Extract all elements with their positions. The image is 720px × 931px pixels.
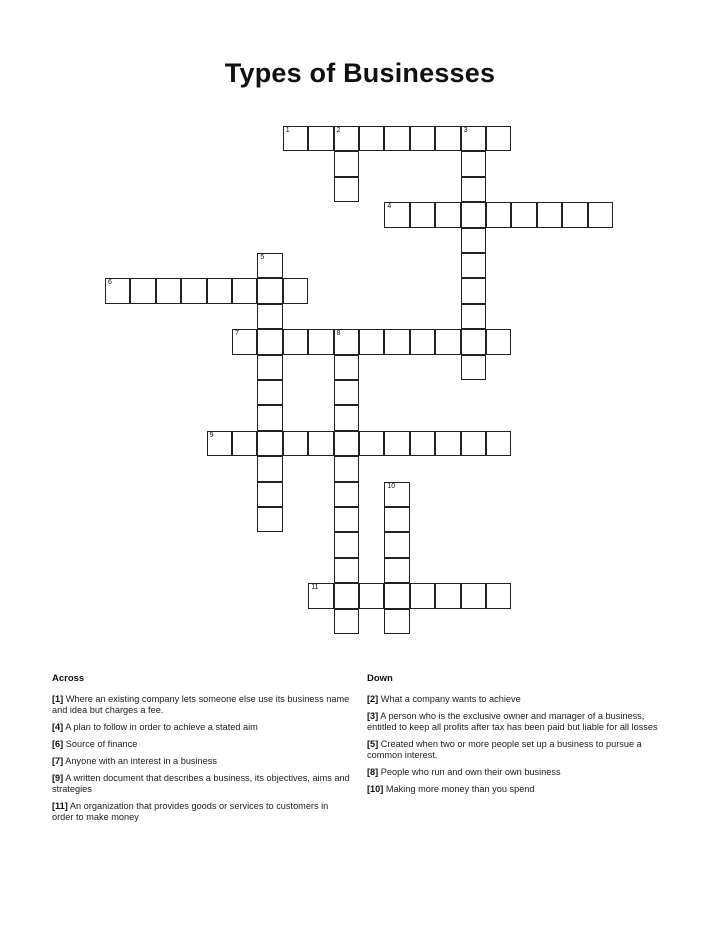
grid-cell [461,329,486,354]
grid-cell [308,329,333,354]
grid-cell [334,126,359,151]
cell-number: 3 [463,127,468,134]
grid-cell [334,609,359,634]
grid-cell [461,228,486,253]
clue-down-10 [367,784,663,795]
grid-cell [461,253,486,278]
clue-number: [9] [52,773,64,783]
grid-cell [461,126,486,151]
grid-cell [257,456,282,481]
clue-text: An organization that provides goods or services to customers in order to make money [52,801,329,822]
clue-down-2 [367,694,663,705]
grid-cell [461,278,486,303]
grid-cell [359,329,384,354]
across-heading: Across [52,673,85,684]
cell-number: 1 [285,127,290,134]
clue-number: [2] [367,694,379,704]
cell-number: 9 [209,431,214,439]
grid-cell [384,329,409,354]
clue-down-3 [367,711,663,733]
grid-cell [283,126,308,151]
clue-text: Source of finance [65,739,138,749]
grid-cell [334,456,359,481]
grid-cell [334,355,359,380]
grid-cell [334,177,359,202]
grid-cell [257,329,282,354]
clue-text: Making more money than you spend [385,784,535,794]
grid-cell [232,329,257,354]
grid-cell [232,278,257,303]
grid-cell [257,278,282,303]
clue-across-4 [52,722,352,733]
cell-number: 7 [235,330,239,338]
grid-cell [435,329,460,354]
clue-number: [5] [367,739,379,749]
clue-text: A person who is the exclusive owner and manager of a business, entitled to keep all profits after tax has been paid but liable for all losses [367,711,658,732]
grid-cell [461,304,486,329]
grid-cell [130,278,155,303]
grid-cell [435,126,460,151]
cell-number: 10 [387,482,396,490]
grid-cell [410,583,435,608]
grid-cell [257,405,282,430]
grid-cell [537,202,562,227]
grid-cell [384,507,409,532]
grid-cell [308,583,333,608]
grid-cell [156,278,181,303]
grid-cell [257,253,282,278]
clue-number: [1] [52,694,64,704]
cell-number: 6 [108,279,112,287]
grid-cell [334,329,359,354]
grid-cell [105,278,130,303]
grid-cell [257,304,282,329]
grid-cell [486,431,511,456]
grid-cell [257,507,282,532]
clue-number: [7] [52,756,64,766]
grid-cell [461,151,486,176]
cell-number: 8 [336,330,341,338]
grid-cell [588,202,613,227]
grid-cell [511,202,536,227]
grid-cell [283,329,308,354]
clue-number: [3] [367,711,379,721]
cell-number: 11 [311,584,319,592]
clue-number: [11] [52,801,68,811]
grid-cell [435,202,460,227]
clue-text: People who run and own their own business [380,767,561,777]
clue-number: [4] [52,722,64,732]
grid-cell [410,202,435,227]
grid-cell [384,532,409,557]
clue-number: [6] [52,739,64,749]
grid-cell [461,202,486,227]
grid-cell [334,380,359,405]
grid-cell [257,431,282,456]
grid-cell [232,431,257,456]
clue-text: A plan to follow in order to achieve a stated aim [65,722,258,732]
grid-cell [359,431,384,456]
grid-cell [461,431,486,456]
cell-number: 2 [336,127,341,134]
grid-cell [384,482,409,507]
cell-number: 4 [387,203,392,211]
grid-cell [410,126,435,151]
grid-cell [359,126,384,151]
grid-cell [384,126,409,151]
grid-cell [384,202,409,227]
clue-text: A written document that describes a business, its objectives, aims and strategies [52,773,350,794]
grid-cell [384,609,409,634]
clue-text: Created when two or more people set up a business to pursue a common interest. [367,739,642,760]
across-clues [52,673,352,829]
grid-cell [435,431,460,456]
grid-cell [283,278,308,303]
grid-cell [486,202,511,227]
down-clues [367,673,663,801]
grid-cell [334,507,359,532]
down-heading: Down [367,673,393,684]
grid-cell [384,431,409,456]
grid-cell [384,558,409,583]
grid-cell [562,202,587,227]
clue-number: [10] [367,784,384,794]
clue-across-6 [52,739,352,750]
grid-cell [334,405,359,430]
clue-number: [8] [367,767,379,777]
clue-down-8 [367,767,663,778]
grid-cell [410,329,435,354]
clue-down-5 [367,739,663,761]
grid-cell [334,558,359,583]
grid-cell [308,431,333,456]
clue-across-1 [52,694,352,716]
grid-cell [207,278,232,303]
grid-cell [308,126,333,151]
clue-across-11 [52,801,352,823]
grid-cell [435,583,460,608]
grid-cell [181,278,206,303]
grid-cell [384,583,409,608]
grid-cell [334,482,359,507]
grid-cell [461,177,486,202]
grid-cell [359,583,384,608]
grid-cell [461,583,486,608]
page-title: Types of Businesses [224,58,496,88]
grid-cell [257,380,282,405]
grid-cell [486,583,511,608]
grid-cell [207,431,232,456]
clue-across-9 [52,773,352,795]
clue-text: Where an existing company lets someone else use its business name and idea but charges a fee. [52,694,350,715]
grid-cell [283,431,308,456]
grid-cell [334,431,359,456]
grid-cell [486,126,511,151]
grid-cell [410,431,435,456]
grid-cell [486,329,511,354]
clue-text: Anyone with an interest in a business [65,756,217,766]
grid-cell [257,355,282,380]
grid-cell [257,482,282,507]
clue-across-7 [52,756,352,767]
grid-cell [461,355,486,380]
cell-number: 5 [260,254,265,261]
grid-cell [334,532,359,557]
grid-cell [334,583,359,608]
clue-text: What a company wants to achieve [380,694,521,704]
grid-cell [334,151,359,176]
